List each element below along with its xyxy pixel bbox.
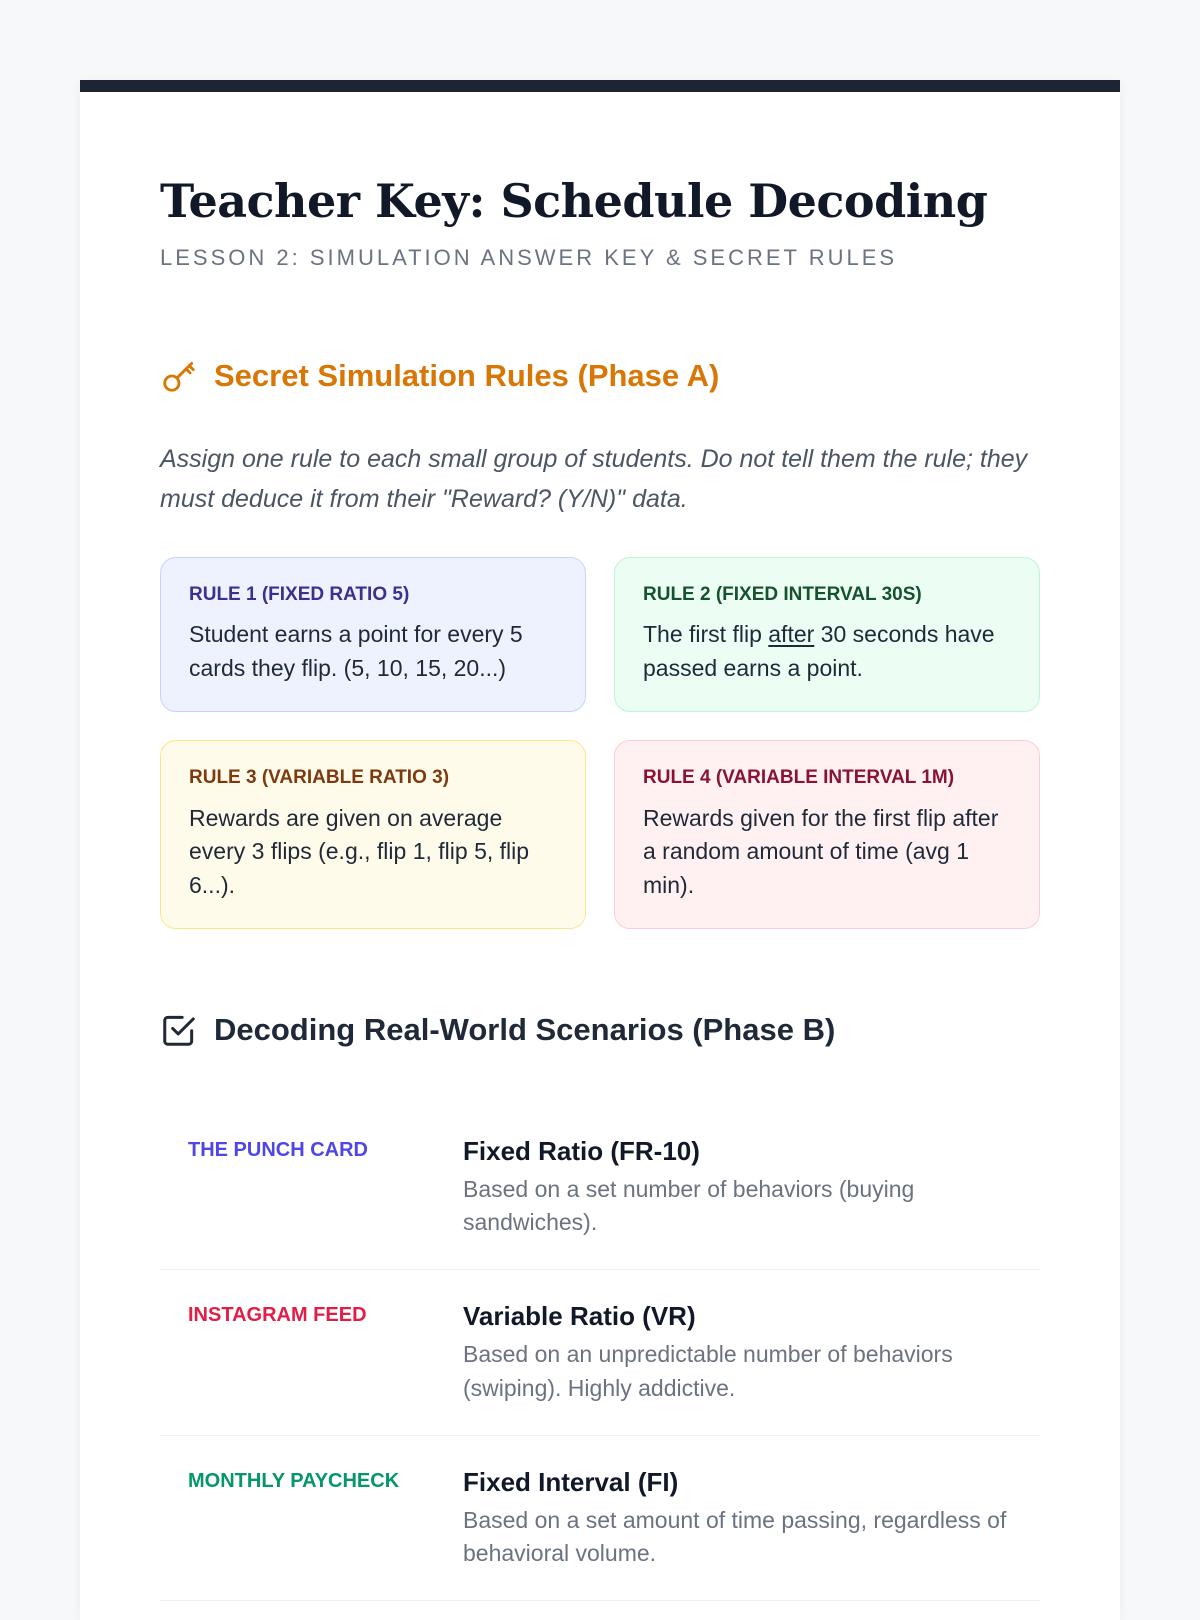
scenario-label: INSTAGRAM FEED — [188, 1304, 367, 1327]
rule-text: Rewards given for the first flip after a random amount of time (avg 1 min). — [643, 804, 999, 898]
phase-a-heading — [160, 357, 1040, 395]
rule-heading: RULE 2 (FIXED INTERVAL 30S) — [643, 583, 922, 605]
checkbox-icon — [160, 1011, 198, 1049]
rule-heading: RULE 4 (VARIABLE INTERVAL 1M) — [643, 767, 955, 789]
scenario-row — [160, 1105, 1040, 1270]
rule-card-1 — [160, 557, 586, 712]
phase-a-title: Secret Simulation Rules (Phase A) — [214, 358, 720, 393]
rules-grid — [160, 557, 1040, 929]
rule-card-3 — [160, 740, 586, 929]
rule-text: Student earns a point for every 5 cards they flip. (5, 10, 15, 20...) — [189, 621, 523, 681]
rule-card-4 — [614, 740, 1040, 929]
rule-text-start: The first flip — [643, 621, 769, 648]
key-icon — [160, 357, 198, 395]
page-title: Teacher Key: Schedule Decoding — [160, 174, 988, 228]
phase-b-title: Decoding Real-World Scenarios (Phase B) — [214, 1012, 836, 1048]
rule-text-emphasis: after — [768, 621, 815, 648]
schedule-type: Variable Ratio (VR) — [463, 1301, 696, 1332]
scenario-row — [160, 1270, 1040, 1435]
phase-b-heading — [160, 1011, 1040, 1049]
scenario-answer — [463, 1135, 1040, 1239]
phase-a-instructions: Assign one rule to each small group of students. Do not tell them the rule; they must deduce it from their "Reward? (Y/N)" data. — [160, 444, 1028, 513]
rule-card-2 — [614, 557, 1040, 712]
rule-text: Rewards are given on average every 3 flips (e.g., flip 1, flip 5, flip 6...). — [189, 804, 530, 898]
scenario-label: THE PUNCH CARD — [188, 1138, 368, 1161]
scenario-answer — [463, 1300, 1040, 1404]
rule-heading: RULE 3 (VARIABLE RATIO 3) — [189, 767, 450, 789]
rule-heading: RULE 1 (FIXED RATIO 5) — [189, 583, 410, 605]
schedule-type: Fixed Interval (FI) — [463, 1466, 679, 1497]
schedule-description: Based on an unpredictable number of behaviors (swiping). Highly addictive. — [463, 1341, 953, 1401]
scenario-list — [160, 1105, 1040, 1601]
scenario-label: MONTHLY PAYCHECK — [188, 1469, 400, 1492]
schedule-description: Based on a set number of behaviors (buying sandwiches). — [463, 1175, 915, 1236]
scenario-answer — [463, 1466, 1040, 1570]
scenario-row — [160, 1436, 1040, 1601]
teacher-key-sheet — [80, 80, 1120, 1620]
schedule-type: Fixed Ratio (FR-10) — [463, 1135, 700, 1166]
schedule-description: Based on a set amount of time passing, regardless of behavioral volume. — [463, 1506, 1007, 1567]
rule-text-end: 30 seconds have passed earns a point. — [643, 621, 995, 681]
page-subtitle: LESSON 2: SIMULATION ANSWER KEY & SECRET RULES — [160, 244, 898, 270]
rule-text — [643, 618, 1011, 685]
